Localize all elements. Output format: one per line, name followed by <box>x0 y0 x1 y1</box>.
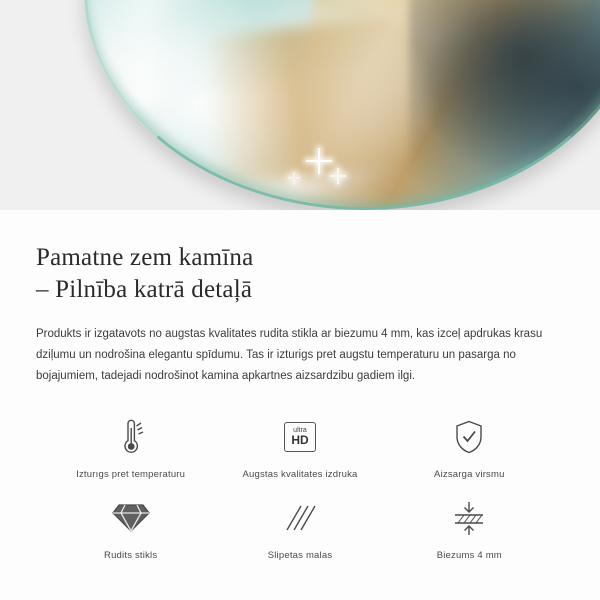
description-paragraph: Produkts ir izgatavots no augstas kvalitates rudita stikla ar biezumu 4 mm, kas izceļ apdrukas krasu dziļumu un nodrošina elegantu spīdumu. Tas ir izturigs pret augstu temperaturu un pasarga no bojajumiem, tadejadi nodrošinot kamina apkartnes aizsardzibu gadiem ilgi. <box>36 328 543 382</box>
feature-item-polished-edges <box>215 498 384 561</box>
feature-label: Rudits stikls <box>104 550 158 561</box>
content-section <box>0 210 600 561</box>
thickness-icon <box>451 498 487 538</box>
headline-line-2: – Pilnība katrā detaļā <box>36 276 253 303</box>
hero-image <box>0 0 600 210</box>
polished-edges-icon <box>283 498 317 538</box>
ultra-hd-badge-bottom: HD <box>291 433 309 448</box>
page-title <box>36 242 564 306</box>
glass-disc-image <box>84 0 600 210</box>
feature-item-temperature <box>46 417 215 480</box>
diamond-icon <box>111 498 151 538</box>
feature-grid <box>36 417 564 561</box>
headline-line-1: Pamatne zem kamīna <box>36 244 254 271</box>
feature-label: Biezums 4 mm <box>436 550 502 561</box>
ultra-hd-badge-top: ultra <box>293 427 307 435</box>
feature-item-tempered-glass <box>46 498 215 561</box>
feature-label: Augstas kvalitates izdruka <box>242 469 358 480</box>
ultra-hd-icon <box>284 417 316 457</box>
feature-item-print-quality <box>215 417 384 480</box>
feature-item-thickness <box>385 498 554 561</box>
shield-check-icon <box>452 417 486 457</box>
feature-label: Izturıgs pret temperaturu <box>76 469 186 480</box>
thermometer-icon <box>114 417 148 457</box>
feature-item-surface-protection <box>385 417 554 480</box>
feature-label: Slipetas malas <box>267 550 333 561</box>
feature-label: Aizsarga virsmu <box>434 469 505 480</box>
